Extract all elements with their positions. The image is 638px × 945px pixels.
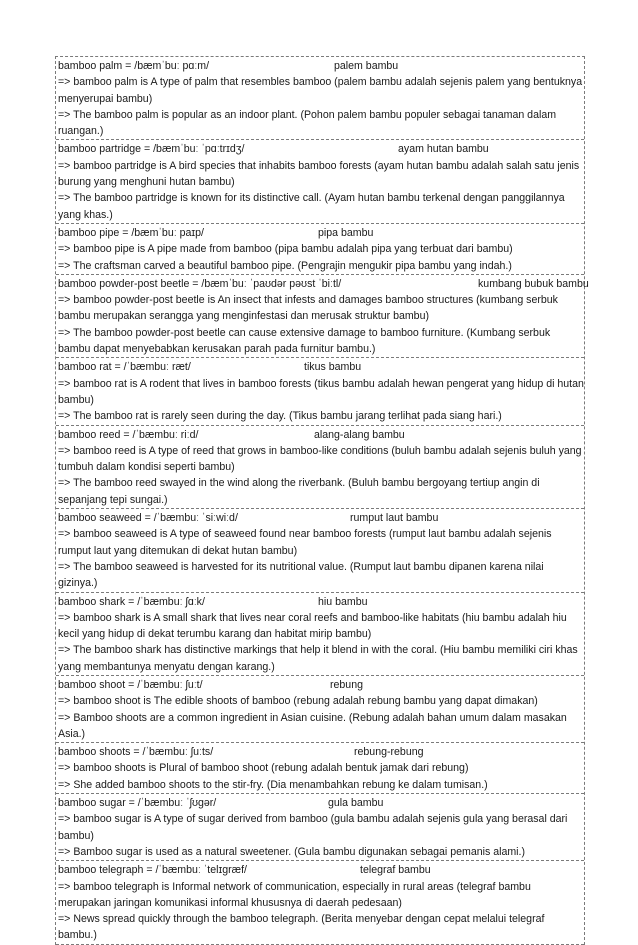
entry-heading [58, 141, 584, 157]
entry-definition: => bamboo shoot is The edible shoots of bamboo (rebung adalah rebung bambu yang dapat dimakan) [58, 695, 538, 708]
entry-word-pronunciation: bamboo shoot = /ˈbæmbuː ʃuːt/ [58, 678, 203, 691]
entry-translation: hiu bambu [318, 595, 368, 608]
vocab-entry [56, 509, 584, 592]
entry-word-pronunciation: bamboo palm = /bæmˈbuː pɑːm/ [58, 60, 210, 72]
entry-definition: => bamboo shoots is Plural of bamboo shoot (rebung adalah bentuk jamak dari rebung) [58, 762, 469, 775]
vocab-entry [56, 743, 584, 794]
entry-translation: tikus bambu [304, 361, 362, 374]
entry-example: => The craftsman carved a beautiful bamboo pipe. (Pengrajin mengukir pipa bambu yang indah.) [58, 259, 512, 272]
entry-translation: pipa bambu [318, 226, 374, 239]
entry-translation: alang-alang bambu [314, 428, 405, 441]
entry-definition: => bamboo pipe is A pipe made from bamboo (pipa bambu adalah pipa yang terbuat dari bambu) [58, 243, 513, 256]
entry-example: => News spread quickly through the bamboo telegraph. (Berita menyebar dengan cepat melalui telegraf bambu.) [58, 913, 545, 942]
entry-definition: => bamboo reed is A type of reed that grows in bamboo-like conditions (buluh bambu adalah sejenis buluh yang tumbuh dalam kondisi seperti bambu) [58, 444, 582, 474]
entry-word-pronunciation: bamboo seaweed = /ˈbæmbuː ˈsiːwiːd/ [58, 512, 238, 525]
vocab-entry [56, 275, 589, 358]
entry-example: => The bamboo reed swayed in the wind along the riverbank. (Buluh bambu bergoyang tertiup angin di sepanjang tepi sungai.) [58, 477, 540, 506]
entry-heading [58, 594, 584, 610]
entry-example: => The bamboo palm is popular as an indoor plant. (Pohon palem bambu populer sebagai tanaman dalam ruangan.) [58, 108, 557, 138]
entry-heading [58, 58, 584, 74]
entry-example: => The bamboo rat is rarely seen during the day. (Tikus bambu jarang terlihat pada siang hari.) [58, 410, 502, 423]
entry-word-pronunciation: bamboo sugar = /ˈbæmbuː ˈʃʊɡər/ [58, 797, 217, 810]
vocabulary-table [55, 56, 589, 945]
vocab-entry [56, 593, 584, 676]
entry-definition: => bamboo seaweed is A type of seaweed found near bamboo forests (rumput laut bambu adalah sejenis rumput laut yang ditemukan di dekat hutan bambu) [58, 528, 552, 557]
entry-translation: rebung-rebung [354, 746, 424, 759]
entry-example: => The bamboo seaweed is harvested for its nutritional value. (Rumput laut bambu dipanen karena nilai gizinya.) [58, 560, 544, 590]
entry-heading [58, 359, 584, 375]
entry-definition: => bamboo sugar is A type of sugar derived from bamboo (gula bambu adalah sejenis gula yang berasal dari bambu) [58, 813, 568, 842]
entry-word-pronunciation: bamboo pipe = /bæmˈbuː paɪp/ [58, 226, 204, 239]
vocab-entry [56, 426, 584, 509]
entry-translation: ayam hutan bambu [398, 143, 489, 156]
entry-translation: gula bambu [328, 797, 384, 810]
entry-translation: telegraf bambu [360, 864, 431, 877]
entry-heading [58, 862, 584, 878]
entry-definition: => bamboo shark is A small shark that lives near coral reefs and bamboo-like habitats (hiu bambu adalah hiu kecil yang hidup di dekat terumbu karang dan habitat mirip bambu) [58, 611, 567, 641]
entry-example: => The bamboo partridge is known for its distinctive call. (Ayam hutan bambu terkenal dengan panggilannya yang khas.) [58, 192, 565, 221]
entry-definition: => bamboo powder-post beetle is An insect that infests and damages bamboo structures (kumbang serbuk bambu merupakan serangga yang menginfestasi dan merusak struktur bambu) [58, 294, 558, 323]
entry-example: => Bamboo shoots are a common ingredient in Asian cuisine. (Rebung adalah bahan umum dalam masakan Asia.) [58, 711, 567, 740]
entry-example: => She added bamboo shoots to the stir-fry. (Dia menambahkan rebung ke dalam tumisan.) [58, 778, 488, 791]
entry-example: => The bamboo powder-post beetle can cause extensive damage to bamboo furniture. (Kumbang serbuk bambu dapat menyebabkan kerusakan parah pada furnitur bambu.) [58, 326, 551, 356]
entry-heading [58, 225, 584, 241]
entry-definition: => bamboo rat is A rodent that lives in bamboo forests (tikus bambu adalah hewan pengerat yang hidup di hutan bambu) [58, 377, 584, 406]
entry-translation: rumput laut bambu [350, 512, 439, 525]
vocab-entry [56, 676, 584, 743]
entry-word-pronunciation: bamboo shoots = /ˈbæmbuː ʃuːts/ [58, 746, 214, 759]
entry-heading [58, 744, 584, 760]
entry-word-pronunciation: bamboo rat = /ˈbæmbuː ræt/ [58, 361, 191, 374]
entry-heading [58, 677, 584, 693]
vocab-entry [56, 794, 584, 861]
entry-heading [58, 276, 589, 292]
entry-word-pronunciation: bamboo shark = /ˈbæmbuː ʃɑːk/ [58, 595, 205, 608]
vocab-entry [56, 140, 584, 223]
entry-definition: => bamboo partridge is A bird species that inhabits bamboo forests (ayam hutan bambu adalah salah satu jenis burung yang menghuni hutan bambu) [58, 159, 580, 189]
entry-heading [58, 510, 584, 526]
entry-word-pronunciation: bamboo reed = /ˈbæmbuː riːd/ [58, 428, 199, 441]
entry-heading [58, 795, 584, 811]
entry-word-pronunciation: bamboo partridge = /bæmˈbuː ˈpɑːtrɪdʒ/ [58, 143, 245, 156]
vocab-entry [56, 224, 584, 275]
entry-word-pronunciation: bamboo powder-post beetle = /bæmˈbuː ˈpaʊdər pəʊst ˈbiːtl/ [58, 277, 342, 290]
entry-heading [58, 427, 584, 443]
entry-example: => The bamboo shark has distinctive markings that help it blend in with the coral. (Hiu bambu memiliki ciri khas yang membantunya menyatu dengan karang.) [58, 644, 578, 673]
entry-word-pronunciation: bamboo telegraph = /ˈbæmbuː ˈtelɪɡræf/ [58, 864, 247, 877]
entry-definition: => bamboo palm is A type of palm that resembles bamboo (palem bambu adalah sejenis palem yang bentuknya menyerupai bambu) [58, 76, 583, 105]
entry-translation: kumbang bubuk bambu [478, 277, 589, 290]
entry-example: => Bamboo sugar is used as a natural sweetener. (Gula bambu digunakan sebagai pemanis alami.) [58, 845, 525, 858]
entry-translation: rebung [330, 678, 363, 691]
entry-definition: => bamboo telegraph is Informal network of communication, especially in rural areas (telegraf bambu merupakan jaringan komunikasi informal khususnya di daerah pedesaan) [58, 880, 531, 909]
entry-translation: palem bambu [334, 60, 399, 72]
vocab-entry [56, 358, 584, 425]
vocab-entry [56, 57, 584, 140]
